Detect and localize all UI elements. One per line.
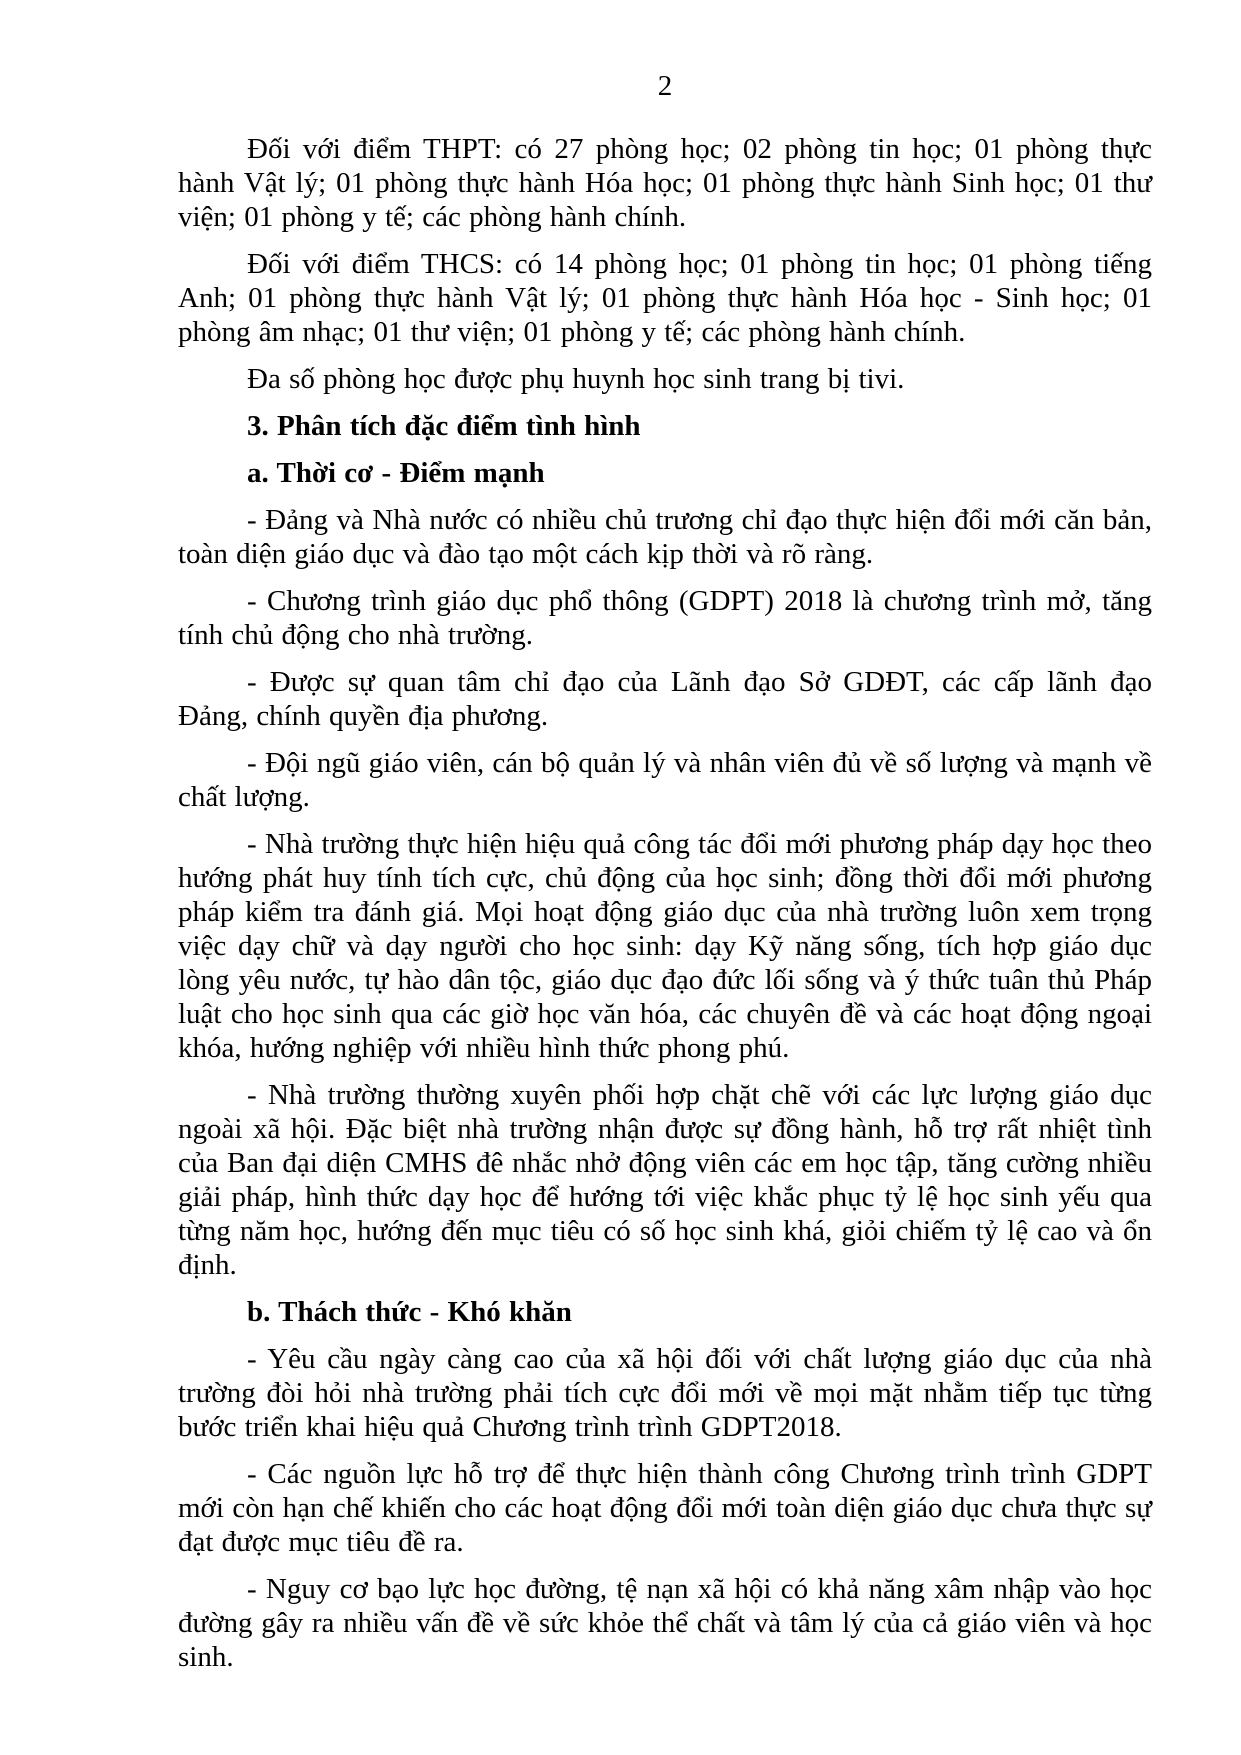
paragraph: - Chương trình giáo dục phổ thông (GDPT) 2018 là chương trình mở, tăng tính chủ động cho nhà trường. [178, 585, 1152, 651]
paragraph: - Các nguồn lực hỗ trợ để thực hiện thành công Chương trình trình GDPT mới còn hạn chế khiến cho các hoạt động đổi mới toàn diện giáo dục chưa thực sự đạt được mục tiêu đề ra. [178, 1458, 1152, 1558]
paragraph: - Nhà trường thực hiện hiệu quả công tác đổi mới phương pháp dạy học theo hướng phát huy tính tích cực, chủ động của học sinh; đồng thời đổi mới phương pháp kiểm tra đánh giá. Mọi hoạt động giáo dục của nhà trường luôn xem trọng việc dạy chữ và dạy người cho học sinh: dạy Kỹ năng sống, tích hợp giáo dục lòng yêu nước, tự hào dân tộc, giáo dục đạo đức lối sống và ý thức tuân thủ Pháp luật cho học sinh qua các giờ học văn hóa, các chuyên đề và các hoạt động ngoại khóa, hướng nghiệp với nhiều hình thức phong phú. [178, 828, 1152, 1064]
paragraph: - Nhà trường thường xuyên phối hợp chặt chẽ với các lực lượng giáo dục ngoài xã hội. Đặc biệt nhà trường nhận được sự đồng hành, hỗ trợ rất nhiệt tình của Ban đại diện CMHS đê nhắc nhở động viên các em học tập, tăng cường nhiều giải pháp, hình thức dạy học để hướng tới việc khắc phục tỷ lệ học sinh yếu qua từng năm học, hướng đến mục tiêu có số học sinh khá, giỏi chiếm tỷ lệ cao và ổn định. [178, 1079, 1152, 1281]
paragraph: - Đảng và Nhà nước có nhiều chủ trương chỉ đạo thực hiện đổi mới căn bản, toàn diện giáo dục và đào tạo một cách kịp thời và rõ ràng. [178, 504, 1152, 570]
paragraph: - Yêu cầu ngày càng cao của xã hội đối với chất lượng giáo dục của nhà trường đòi hỏi nhà trường phải tích cực đổi mới về mọi mặt nhằm tiếp tục từng bước triển khai hiệu quả Chương trình trình GDPT2018. [178, 1343, 1152, 1443]
document-body [178, 132, 1152, 1674]
paragraph: - Đội ngũ giáo viên, cán bộ quản lý và nhân viên đủ về số lượng và mạnh về chất lượng. [178, 747, 1152, 813]
paragraph: Đối với điểm THCS: có 14 phòng học; 01 phòng tin học; 01 phòng tiếng Anh; 01 phòng thực hành Vật lý; 01 phòng thực hành Hóa học - Sinh học; 01 phòng âm nhạc; 01 thư viện; 01 phòng y tế; các phòng hành chính. [178, 248, 1152, 348]
paragraph: Đa số phòng học được phụ huynh học sinh trang bị tivi. [247, 363, 905, 395]
paragraph: - Được sự quan tâm chỉ đạo của Lãnh đạo Sở GDĐT, các cấp lãnh đạo Đảng, chính quyền địa phương. [178, 666, 1152, 732]
page-number: 2 [657, 70, 673, 102]
section-heading: b. Thách thức - Khó khăn [247, 1296, 572, 1328]
paragraph: - Nguy cơ bạo lực học đường, tệ nạn xã hội có khả năng xâm nhập vào học đường gây ra nhiều vấn đề về sức khỏe thể chất và tâm lý của cả giáo viên và học sinh. [178, 1573, 1152, 1673]
section-heading: 3. Phân tích đặc điểm tình hình [247, 410, 641, 442]
paragraph: Đối với điểm THPT: có 27 phòng học; 02 phòng tin học; 01 phòng thực hành Vật lý; 01 phòng thực hành Hóa học; 01 phòng thực hành Sinh học; 01 thư viện; 01 phòng y tế; các phòng hành chính. [178, 133, 1152, 233]
section-heading: a. Thời cơ - Điểm mạnh [247, 457, 545, 489]
